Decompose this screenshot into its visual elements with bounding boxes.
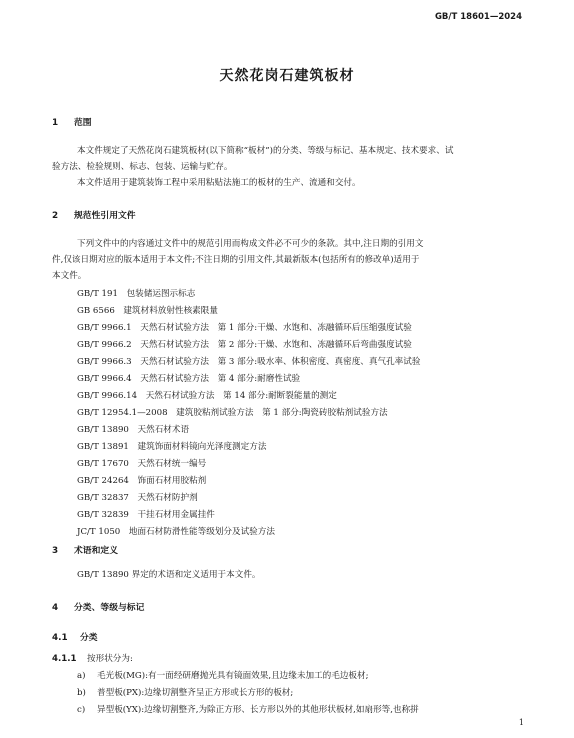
list-marker: c) [77,705,86,715]
section-title: 术语和定义 [74,546,118,556]
reference-title: 干挂石材用金属挂件 [137,510,215,520]
list-item [77,686,293,701]
reference-item [77,525,275,537]
section-title: 规范性引用文件 [74,211,136,221]
section-number: 1 [52,118,59,128]
reference-title: 建筑胶粘剂试验方法 第 1 部分:陶瓷砖胶粘剂试验方法 [176,408,388,418]
reference-code: GB/T 12954.1—2008 [77,408,168,418]
normrefs-intro-line-3: 本文件。 [52,271,87,281]
clause-4-1-1 [52,652,133,667]
list-item-text: 毛光板(MG):有一面经研磨抛光具有镜面效果,且边缘未加工的毛边板材; [97,671,369,681]
reference-code: GB/T 191 [77,289,118,299]
list-marker: a) [77,671,86,681]
page-number: 1 [518,718,524,727]
list-item [77,669,369,684]
reference-item [77,372,300,384]
reference-title: 天然石材防护剂 [137,493,198,503]
list-marker: b) [77,688,86,698]
section-title: 分类、等级与标记 [74,603,145,613]
reference-title: 天然石材术语 [137,425,190,435]
clause-number: 4.1.1 [52,654,77,664]
section-number: 2 [52,211,59,221]
reference-item [77,304,218,316]
subsection-title: 分类 [80,633,98,643]
reference-title: 天然石材试验方法 第 1 部分:干燥、水饱和、冻融循环后压缩强度试验 [140,323,412,333]
section-4-heading [52,600,144,613]
list-item-text: 异型板(YX):边缘切割整齐,为除正方形、长方形以外的其他形状板材,如扇形等,也称拼 [97,705,419,715]
reference-title: 饰面石材用胶粘剂 [137,476,207,486]
reference-code: GB 6566 [77,306,115,316]
reference-code: GB/T 24264 [77,476,129,486]
normrefs-intro-line-2: 件,仅该日期对应的版本适用于本文件;不注日期的引用文件,其最新版本(包括所有的修改单)适用于 [52,255,420,265]
reference-title: 天然石材试验方法 第 14 部分:耐断裂能量的测定 [145,391,337,401]
reference-code: GB/T 9966.14 [77,391,138,401]
subsection-number: 4.1 [52,633,68,643]
list-item-text: 普型板(PX):边缘切割整齐呈正方形或长方形的板材; [97,688,294,698]
reference-title: 地面石材防滑性能等级划分及试验方法 [128,527,275,537]
section-title: 范围 [74,118,92,128]
reference-code: GB/T 13890 [77,425,129,435]
scope-paragraph-1-line-2: 验方法、检验规则、标志、包装、运输与贮存。 [52,162,233,172]
reference-item [77,474,206,486]
section-number: 3 [52,546,59,556]
reference-item [77,508,215,520]
reference-item [77,440,266,452]
reference-code: GB/T 9966.2 [77,340,132,350]
clause-text: 按形状分为: [87,654,133,664]
reference-code: GB/T 32839 [77,510,129,520]
reference-item [77,338,412,350]
terms-paragraph: GB/T 13890 界定的术语和定义适用于本文件。 [77,570,261,580]
reference-code: JC/T 1050 [77,527,121,537]
reference-code: GB/T 32837 [77,493,129,503]
subsection-4-1-heading [52,630,98,643]
document-title: 天然花岗石建筑板材 [219,68,355,84]
normrefs-intro-line-1: 下列文件中的内容通过文件中的规范引用而构成文件必不可少的条款。其中,注日期的引用文 [77,239,424,249]
reference-item [77,423,189,435]
reference-item [77,287,195,299]
reference-code: GB/T 9966.1 [77,323,132,333]
section-3-heading [52,543,118,556]
reference-item [77,321,412,333]
scope-paragraph-2: 本文件适用于建筑装饰工程中采用粘贴法施工的板材的生产、流通和交付。 [77,178,361,188]
reference-code: GB/T 17670 [77,459,129,469]
reference-title: 包装储运图示标志 [126,289,196,299]
reference-title: 天然石材试验方法 第 3 部分:吸水率、体积密度、真密度、真气孔率试验 [140,357,421,367]
section-1-heading [52,115,92,128]
reference-item [77,389,337,401]
reference-item [77,457,206,469]
reference-title: 天然石材试验方法 第 2 部分:干燥、水饱和、冻融循环后弯曲强度试验 [140,340,412,350]
reference-item [77,355,420,367]
reference-title: 建筑材料放射性核素限量 [123,306,218,316]
reference-title: 天然石材统一编号 [137,459,207,469]
reference-title: 建筑饰面材料镜向光泽度测定方法 [137,442,267,452]
scope-paragraph-1-line-1: 本文件规定了天然花岗石建筑板材(以下简称“板材”)的分类、等级与标记、基本规定、技术要求、试 [77,146,454,156]
reference-code: GB/T 13891 [77,442,129,452]
standard-number-header: GB/T 18601—2024 [434,12,522,22]
section-2-heading [52,208,136,221]
reference-code: GB/T 9966.4 [77,374,132,384]
reference-item [77,406,388,418]
list-item [77,703,419,718]
section-number: 4 [52,603,59,613]
reference-title: 天然石材试验方法 第 4 部分:耐磨性试验 [140,374,301,384]
reference-code: GB/T 9966.3 [77,357,132,367]
reference-item [77,491,198,503]
